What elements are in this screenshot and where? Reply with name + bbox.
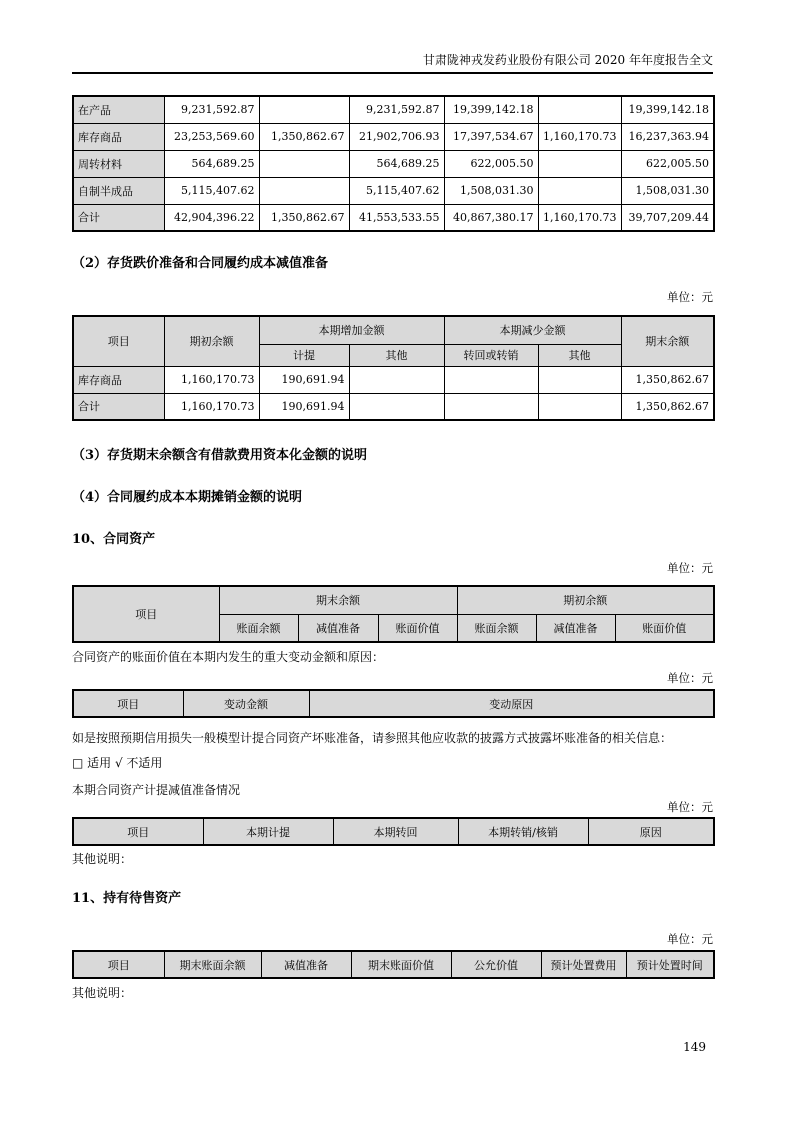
header-row [73, 316, 714, 344]
col-header-impairment: 减值准备 [298, 614, 378, 642]
page-content [72, 0, 713, 1001]
report-header-title: 甘肃陇神戎发药业股份有限公司 2020 年年度报告全文 [422, 53, 713, 67]
col-header-period-reversal: 本期转回 [333, 818, 458, 845]
header-row [73, 951, 714, 978]
col-header-est-disposal-time: 预计处置时间 [626, 951, 714, 978]
col-header-item: 项目 [73, 316, 164, 366]
other-notes-label: 其他说明： [72, 852, 133, 866]
contract-assets-change-note: 合同资产的账面价值在本期内发生的重大变动金额和原因： [72, 650, 385, 664]
impairment-provision-table [72, 315, 715, 421]
unit-label: 单位：元 [667, 290, 713, 304]
col-header-reversal: 转回或转销 [444, 344, 538, 366]
cell: 1,350,862.67 [621, 393, 714, 420]
col-header-item: 项目 [73, 951, 164, 978]
col-header-book-balance: 账面余额 [457, 614, 536, 642]
cell: 19,399,142.18 [444, 96, 538, 123]
cell: 564,689.25 [164, 150, 259, 177]
col-header-increase-other: 其他 [349, 344, 444, 366]
cell: 39,707,209.44 [621, 204, 714, 231]
row-label: 库存商品 [73, 366, 164, 393]
header-row [73, 818, 714, 845]
cell [349, 393, 444, 420]
col-header-reason: 原因 [588, 818, 714, 845]
col-header-closing-book-balance: 期末账面余额 [164, 951, 261, 978]
cell [259, 177, 349, 204]
row-label: 周转材料 [73, 150, 164, 177]
col-header-period-accrual: 本期计提 [203, 818, 333, 845]
cell [538, 366, 621, 393]
cell: 622,005.50 [621, 150, 714, 177]
cell: 1,508,031.30 [621, 177, 714, 204]
contract-assets-provision-table [72, 817, 715, 846]
cell: 5,115,407.62 [164, 177, 259, 204]
contract-assets-change-table [72, 689, 715, 718]
col-header-impairment: 减值准备 [536, 614, 615, 642]
col-header-book-value: 账面价值 [615, 614, 714, 642]
col-header-accrual: 计提 [259, 344, 349, 366]
cell: 1,508,031.30 [444, 177, 538, 204]
cell: 1,160,170.73 [164, 393, 259, 420]
table-row-total [73, 204, 714, 231]
cell [349, 366, 444, 393]
cell: 16,237,363.94 [621, 123, 714, 150]
cell: 1,350,862.67 [259, 204, 349, 231]
col-header-impairment: 减值准备 [261, 951, 351, 978]
cell [444, 366, 538, 393]
col-header-opening-group: 期初余额 [457, 586, 714, 614]
held-for-sale-table [72, 950, 715, 979]
cell: 190,691.94 [259, 393, 349, 420]
table-row [73, 177, 714, 204]
cell: 1,350,862.67 [259, 123, 349, 150]
header-row [73, 690, 714, 717]
section-heading-contract-cost-amortization: （4）合同履约成本本期摊销金额的说明 [72, 490, 303, 505]
col-header-est-disposal-cost: 预计处置费用 [541, 951, 626, 978]
col-header-item: 项目 [73, 690, 183, 717]
table-row [73, 96, 714, 123]
section-heading-held-for-sale: 11、持有待售资产 [72, 891, 182, 906]
cell [259, 96, 349, 123]
cell: 17,397,534.67 [444, 123, 538, 150]
col-header-closing-group: 期末余额 [219, 586, 457, 614]
col-header-decrease-other: 其他 [538, 344, 621, 366]
page-number: 149 [683, 1040, 706, 1054]
section-heading-contract-assets: 10、合同资产 [72, 532, 156, 547]
row-label: 合计 [73, 204, 164, 231]
cell: 564,689.25 [349, 150, 444, 177]
cell: 1,160,170.73 [538, 123, 621, 150]
unit-label: 单位：元 [667, 800, 713, 814]
cell: 1,350,862.67 [621, 366, 714, 393]
table-row [73, 366, 714, 393]
header-row [73, 586, 714, 614]
cell: 9,231,592.87 [349, 96, 444, 123]
applicable-option-line: □ 适用 √ 不适用 [72, 756, 163, 770]
cell: 5,115,407.62 [349, 177, 444, 204]
cell: 1,160,170.73 [164, 366, 259, 393]
col-header-item: 项目 [73, 586, 219, 642]
table-row [73, 123, 714, 150]
row-label: 自制半成品 [73, 177, 164, 204]
cell [538, 96, 621, 123]
unit-label: 单位：元 [667, 932, 713, 946]
col-header-book-value: 账面价值 [378, 614, 457, 642]
col-header-item: 项目 [73, 818, 203, 845]
col-header-change-amount: 变动金额 [183, 690, 309, 717]
row-label: 在产品 [73, 96, 164, 123]
cell: 40,867,380.17 [444, 204, 538, 231]
cell: 42,904,396.22 [164, 204, 259, 231]
cell [259, 150, 349, 177]
ecl-model-note: 如是按照预期信用损失一般模型计提合同资产坏账准备，请参照其他应收款的披露方式披露坏账准备的相关信息： [72, 731, 673, 745]
cell: 19,399,142.18 [621, 96, 714, 123]
col-header-change-reason: 变动原因 [309, 690, 714, 717]
cell: 23,253,569.60 [164, 123, 259, 150]
col-header-fair-value: 公允价值 [451, 951, 541, 978]
header-divider [72, 72, 713, 74]
col-header-period-writeoff: 本期转销/核销 [458, 818, 588, 845]
section-heading-borrowing-costs: （3）存货期末余额含有借款费用资本化金额的说明 [72, 448, 368, 463]
cell: 21,902,706.93 [349, 123, 444, 150]
table-row-total [73, 393, 714, 420]
contract-assets-balance-table [72, 585, 715, 643]
other-notes-label: 其他说明： [72, 986, 133, 1000]
provision-situation-note: 本期合同资产计提减值准备情况 [72, 783, 241, 797]
cell [538, 177, 621, 204]
cell: 9,231,592.87 [164, 96, 259, 123]
cell [444, 393, 538, 420]
cell: 1,160,170.73 [538, 204, 621, 231]
col-header-opening: 期初余额 [164, 316, 259, 366]
cell [538, 393, 621, 420]
inventory-table [72, 95, 715, 232]
col-header-closing-book-value: 期末账面价值 [351, 951, 451, 978]
row-label: 合计 [73, 393, 164, 420]
cell: 622,005.50 [444, 150, 538, 177]
col-header-decrease-group: 本期减少金额 [444, 316, 621, 344]
unit-label: 单位：元 [667, 671, 713, 685]
unit-label: 单位：元 [667, 561, 713, 575]
col-header-increase-group: 本期增加金额 [259, 316, 444, 344]
cell [538, 150, 621, 177]
col-header-closing: 期末余额 [621, 316, 714, 366]
table-row [73, 150, 714, 177]
section-heading-inventory-impairment: （2）存货跌价准备和合同履约成本减值准备 [72, 256, 329, 271]
row-label: 库存商品 [73, 123, 164, 150]
cell: 190,691.94 [259, 366, 349, 393]
col-header-book-balance: 账面余额 [219, 614, 298, 642]
cell: 41,553,533.55 [349, 204, 444, 231]
